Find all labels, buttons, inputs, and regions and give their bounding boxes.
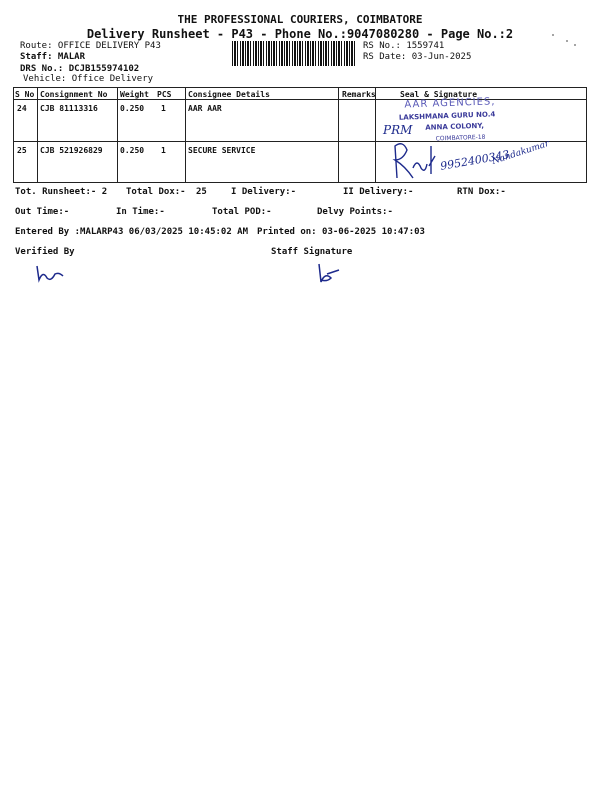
- row-24-weight: 0.250: [120, 104, 145, 113]
- rs-number: RS No.: 1559741: [363, 41, 445, 51]
- total-dox-label: Total Dox:-: [126, 187, 186, 197]
- staff-initials: [313, 262, 343, 286]
- col-header-seal: Seal & Signature: [400, 90, 478, 99]
- row-24-consignee: AAR AAR: [188, 104, 222, 113]
- row-25-consignee: SECURE SERVICE: [188, 146, 256, 155]
- company-seal-stamp: [377, 96, 577, 142]
- in-time: In Time:-: [116, 207, 165, 217]
- staff-label: Staff: MALAR: [20, 52, 86, 62]
- stamp-line-3: ANNA COLONY,: [425, 121, 485, 132]
- row-24-pcs: 1: [161, 104, 166, 113]
- row-25-pcs: 1: [161, 146, 166, 155]
- printed-on: Printed on: 03-06-2025 10:47:03: [257, 227, 425, 237]
- runsheet-subtitle: Delivery Runsheet - P43 - Phone No.:9047080280 - Page No.:2: [86, 27, 514, 41]
- row-24-sno: 24: [17, 104, 27, 113]
- ii-delivery: II Delivery:-: [343, 187, 414, 197]
- stamp-line-4: COIMBATORE-18: [435, 133, 486, 142]
- i-delivery: I Delivery:-: [231, 187, 297, 197]
- col-divider: [13, 87, 14, 183]
- handwritten-prm: PRM: [383, 123, 413, 137]
- handwritten-phone: 9952400343: [439, 147, 511, 173]
- col-header-consignment: Consignment No: [40, 90, 108, 99]
- col-header-consignee: Consignee Details: [188, 90, 270, 99]
- table-top-border: [13, 87, 587, 88]
- entered-by: Entered By :MALARP43 06/03/2025 10:45:02 AM: [15, 227, 248, 237]
- row-24-consignment: CJB 81113316: [40, 104, 98, 113]
- delvy-points: Delvy Points:-: [317, 207, 393, 217]
- verifier-initials: [33, 262, 67, 284]
- vehicle-label: Vehicle: Office Delivery: [23, 74, 154, 84]
- out-time: Out Time:-: [15, 207, 70, 217]
- col-divider: [586, 87, 587, 183]
- col-divider: [185, 87, 186, 183]
- scan-speck: [574, 44, 576, 46]
- rs-date: RS Date: 03-Jun-2025: [363, 52, 472, 62]
- stamp-line-2: LAKSHMANA GURU NO.4: [398, 110, 496, 122]
- col-header-pcs: PCS: [157, 90, 172, 99]
- drs-number: DRS No.: DCJB155974102: [20, 64, 140, 74]
- col-divider: [117, 87, 118, 183]
- col-divider: [37, 87, 38, 183]
- col-header-weight: Weight: [120, 90, 149, 99]
- verified-by-label: Verified By: [15, 247, 75, 257]
- total-pod: Total POD:-: [212, 207, 272, 217]
- scan-speck: [566, 40, 568, 42]
- receiver-signature: [383, 138, 583, 182]
- stamp-line-1: AAR AGENCIES,: [404, 96, 496, 111]
- staff-signature-label: Staff Signature: [271, 247, 353, 257]
- barcode-image: [232, 41, 356, 66]
- total-dox-value: 25: [196, 187, 207, 197]
- col-divider: [375, 87, 376, 183]
- col-divider: [338, 87, 339, 183]
- route-label: Route: OFFICE DELIVERY P43: [20, 41, 161, 51]
- row-25-consignment: CJB 521926829: [40, 146, 103, 155]
- rtn-dox: RTN Dox:-: [457, 187, 506, 197]
- row-25-weight: 0.250: [120, 146, 145, 155]
- col-header-sno: S No: [15, 90, 35, 99]
- company-title: THE PROFESSIONAL COURIERS, COIMBATORE: [177, 13, 423, 26]
- tot-runsheet: Tot. Runsheet:- 2: [15, 187, 108, 197]
- row-25-sno: 25: [17, 146, 27, 155]
- col-header-remarks: Remarks: [342, 90, 376, 99]
- handwritten-name: Nandakumar: [490, 138, 551, 167]
- table-bottom-border: [13, 182, 587, 183]
- scan-speck: [552, 34, 554, 36]
